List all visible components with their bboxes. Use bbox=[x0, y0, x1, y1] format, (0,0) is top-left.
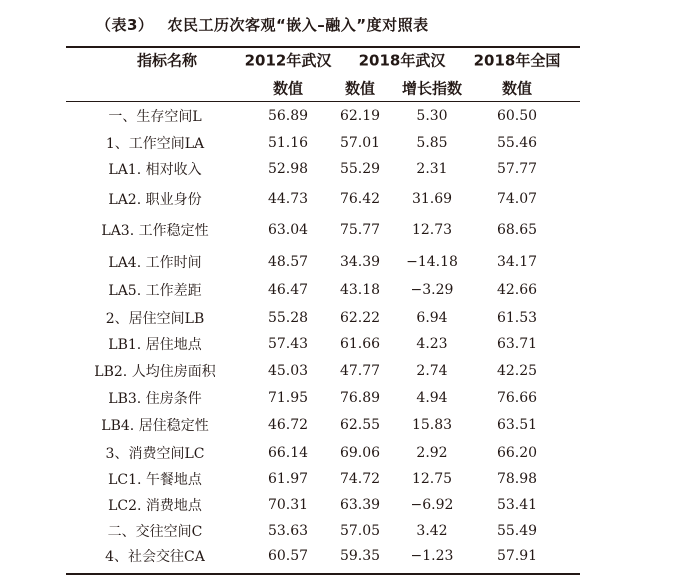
cell-growth-index: −14.18 bbox=[406, 254, 458, 270]
subheader-value-2018: 数值 bbox=[344, 79, 376, 98]
cell-indicator-name: LA4. 工作时间 bbox=[108, 255, 202, 271]
cell-2018-national-value: 53.41 bbox=[496, 497, 538, 513]
cell-2018-national-value: 57.77 bbox=[496, 161, 538, 177]
cell-2018-national-value: 63.51 bbox=[496, 417, 538, 433]
cell-2018-national-value: 42.66 bbox=[496, 282, 538, 298]
cell-2018-wuhan-value: 57.05 bbox=[339, 523, 381, 539]
cell-growth-index: 2.31 bbox=[416, 161, 448, 177]
cell-indicator-name: 一、生存空间L bbox=[108, 109, 202, 125]
cell-2012-wuhan-value: 60.57 bbox=[267, 548, 309, 564]
cell-2018-wuhan-value: 75.77 bbox=[339, 222, 381, 238]
cell-2012-wuhan-value: 52.98 bbox=[267, 161, 309, 177]
cell-2018-national-value: 60.50 bbox=[496, 108, 538, 124]
table-caption bbox=[96, 14, 429, 35]
cell-indicator-name: LB4. 居住稳定性 bbox=[101, 418, 209, 434]
cell-indicator-name: LB1. 居住地点 bbox=[108, 337, 202, 353]
cell-indicator-name: 3、消费空间LC bbox=[105, 446, 205, 462]
cell-2018-wuhan-value: 34.39 bbox=[339, 254, 381, 270]
table-title: 农民工历次客观“嵌入–融入”度对照表 bbox=[167, 16, 429, 34]
cell-growth-index: 5.85 bbox=[416, 135, 448, 151]
cell-2012-wuhan-value: 46.47 bbox=[267, 282, 309, 298]
cell-2018-wuhan-value: 62.22 bbox=[339, 310, 381, 326]
cell-2018-national-value: 61.53 bbox=[496, 310, 538, 326]
cell-growth-index: 2.74 bbox=[416, 363, 448, 379]
cell-2012-wuhan-value: 71.95 bbox=[267, 390, 309, 406]
cell-growth-index: 4.94 bbox=[416, 390, 448, 406]
cell-2018-national-value: 42.25 bbox=[496, 363, 538, 379]
table-label: （表3） bbox=[96, 16, 154, 34]
cell-indicator-name: LC1. 午餐地点 bbox=[108, 472, 202, 488]
subheader-value-2012: 数值 bbox=[272, 79, 304, 98]
cell-2018-wuhan-value: 62.55 bbox=[339, 417, 381, 433]
cell-growth-index: 15.83 bbox=[411, 417, 453, 433]
cell-growth-index: 6.94 bbox=[416, 310, 448, 326]
top-rule bbox=[66, 46, 580, 48]
cell-growth-index: 31.69 bbox=[411, 191, 453, 207]
cell-2012-wuhan-value: 61.97 bbox=[267, 471, 309, 487]
cell-indicator-name: LB2. 人均住房面积 bbox=[94, 364, 216, 380]
cell-2018-wuhan-value: 74.72 bbox=[339, 471, 381, 487]
header-2018-national: 2018年全国 bbox=[473, 51, 561, 70]
cell-growth-index: −3.29 bbox=[410, 282, 454, 298]
cell-2012-wuhan-value: 70.31 bbox=[267, 497, 309, 513]
cell-growth-index: 5.30 bbox=[416, 108, 448, 124]
cell-indicator-name: LC2. 消费地点 bbox=[108, 498, 202, 514]
cell-indicator-name: LA3. 工作稳定性 bbox=[101, 223, 209, 239]
cell-2018-wuhan-value: 57.01 bbox=[339, 135, 381, 151]
cell-growth-index: 12.75 bbox=[411, 471, 453, 487]
cell-2018-national-value: 57.91 bbox=[496, 548, 538, 564]
cell-2018-national-value: 34.17 bbox=[496, 254, 538, 270]
header-indicator-name: 指标名称 bbox=[136, 51, 198, 70]
cell-growth-index: −6.92 bbox=[410, 497, 454, 513]
subheader-growth-index: 增长指数 bbox=[401, 79, 463, 98]
header-2018-wuhan: 2018年武汉 bbox=[358, 51, 446, 70]
cell-indicator-name: 1、工作空间LA bbox=[105, 136, 205, 152]
cell-2018-national-value: 55.49 bbox=[496, 523, 538, 539]
cell-2018-wuhan-value: 62.19 bbox=[339, 108, 381, 124]
cell-indicator-name: LA2. 职业身份 bbox=[108, 192, 202, 208]
cell-2012-wuhan-value: 53.63 bbox=[267, 523, 309, 539]
cell-2012-wuhan-value: 55.28 bbox=[267, 310, 309, 326]
cell-2018-national-value: 74.07 bbox=[496, 191, 538, 207]
cell-indicator-name: LA1. 相对收入 bbox=[108, 162, 202, 178]
cell-2012-wuhan-value: 63.04 bbox=[267, 222, 309, 238]
cell-2018-wuhan-value: 63.39 bbox=[339, 497, 381, 513]
cell-2012-wuhan-value: 51.16 bbox=[267, 135, 309, 151]
cell-2018-national-value: 63.71 bbox=[496, 336, 538, 352]
cell-2012-wuhan-value: 44.73 bbox=[267, 191, 309, 207]
cell-2012-wuhan-value: 66.14 bbox=[267, 445, 309, 461]
cell-2018-wuhan-value: 76.89 bbox=[339, 390, 381, 406]
cell-indicator-name: LA5. 工作差距 bbox=[108, 283, 202, 299]
cell-2018-wuhan-value: 76.42 bbox=[339, 191, 381, 207]
subheader-value-national: 数值 bbox=[501, 79, 533, 98]
cell-2018-wuhan-value: 47.77 bbox=[339, 363, 381, 379]
cell-2018-national-value: 78.98 bbox=[496, 471, 538, 487]
cell-indicator-name: 2、居住空间LB bbox=[105, 311, 205, 327]
cell-2012-wuhan-value: 48.57 bbox=[267, 254, 309, 270]
cell-2018-national-value: 66.20 bbox=[496, 445, 538, 461]
cell-2018-national-value: 68.65 bbox=[496, 222, 538, 238]
cell-2018-national-value: 55.46 bbox=[496, 135, 538, 151]
cell-2018-wuhan-value: 43.18 bbox=[339, 282, 381, 298]
cell-2012-wuhan-value: 56.89 bbox=[267, 108, 309, 124]
cell-2018-national-value: 76.66 bbox=[496, 390, 538, 406]
cell-2018-wuhan-value: 59.35 bbox=[339, 548, 381, 564]
cell-indicator-name: 二、交往空间C bbox=[107, 524, 203, 540]
cell-growth-index: 12.73 bbox=[411, 222, 453, 238]
cell-2018-wuhan-value: 61.66 bbox=[339, 336, 381, 352]
cell-2012-wuhan-value: 57.43 bbox=[267, 336, 309, 352]
cell-growth-index: 4.23 bbox=[416, 336, 448, 352]
cell-indicator-name: 4、社会交往CA bbox=[105, 549, 205, 565]
cell-2018-wuhan-value: 55.29 bbox=[339, 161, 381, 177]
bottom-rule bbox=[66, 573, 580, 575]
cell-indicator-name: LB3. 住房条件 bbox=[108, 391, 202, 407]
cell-2012-wuhan-value: 45.03 bbox=[267, 363, 309, 379]
cell-growth-index: −1.23 bbox=[410, 548, 454, 564]
header-rule bbox=[66, 101, 580, 102]
cell-2018-wuhan-value: 69.06 bbox=[339, 445, 381, 461]
cell-growth-index: 3.42 bbox=[416, 523, 448, 539]
cell-growth-index: 2.92 bbox=[416, 445, 448, 461]
header-2012-wuhan: 2012年武汉 bbox=[244, 51, 332, 70]
cell-2012-wuhan-value: 46.72 bbox=[267, 417, 309, 433]
